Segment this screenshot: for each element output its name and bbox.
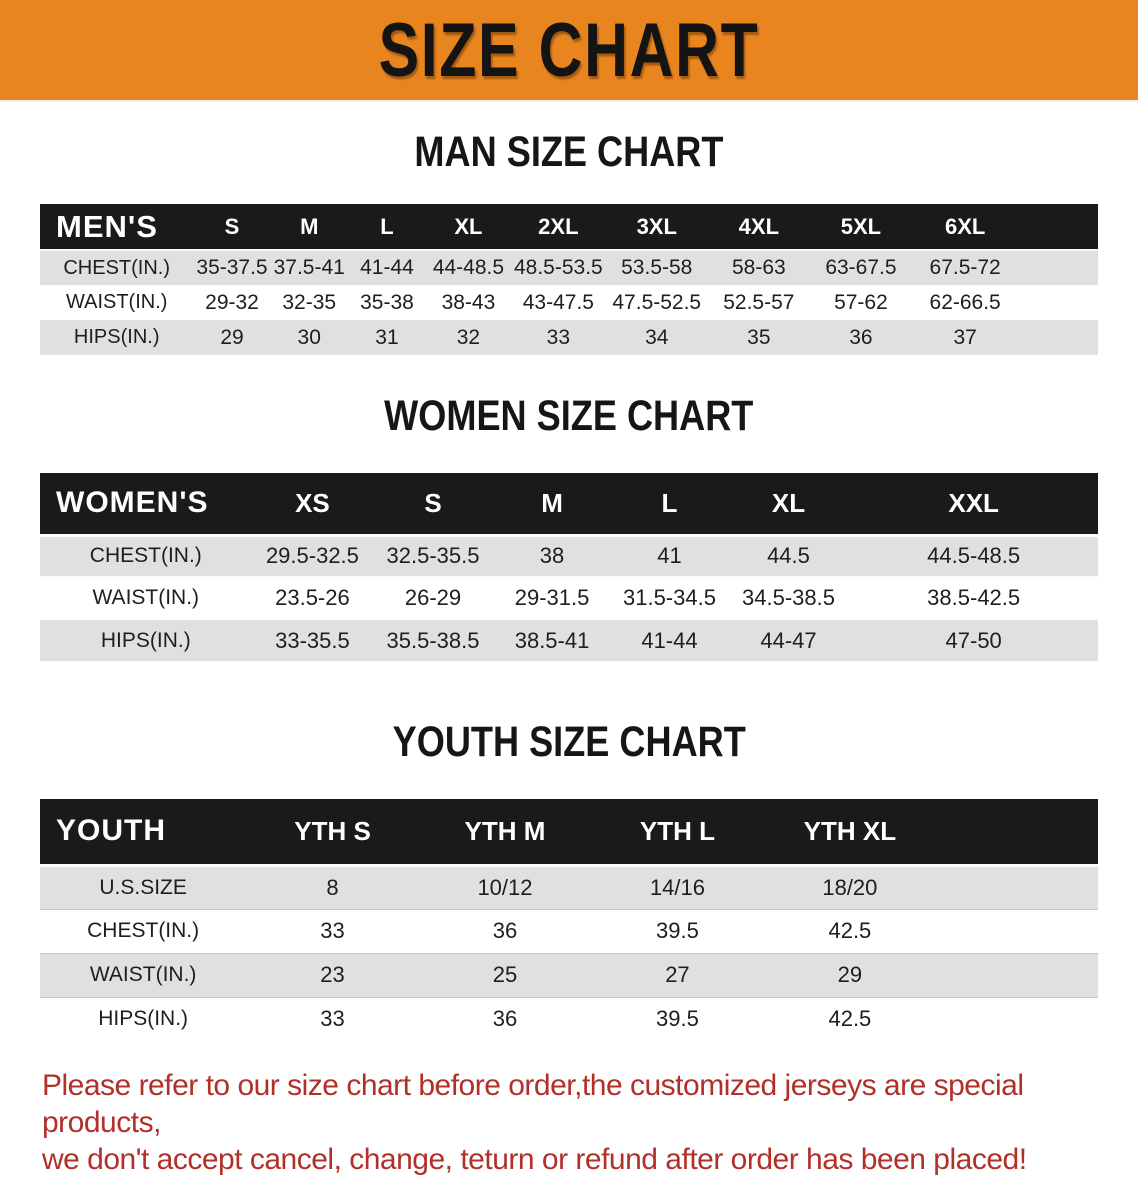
size-value-cell: 44.5 xyxy=(767,543,810,569)
womens-size-table xyxy=(40,473,1098,661)
size-value-cell: 33 xyxy=(320,1006,345,1032)
size-value-cell: 38.5-41 xyxy=(514,627,590,653)
size-value-cell: 44-47 xyxy=(760,627,817,653)
size-column-header: S xyxy=(224,213,240,239)
table-row xyxy=(40,320,1098,355)
size-value-cell: 14/16 xyxy=(649,874,705,900)
table-row xyxy=(40,909,1098,953)
size-value-cell: 33 xyxy=(320,918,345,943)
size-column-header: XL xyxy=(771,487,806,518)
size-column-header: XS xyxy=(295,487,330,518)
size-value-cell: 63-67.5 xyxy=(825,256,897,279)
size-column-header: YTH XL xyxy=(803,815,897,846)
size-value-cell: 67.5-72 xyxy=(929,256,1001,279)
order-policy-notice xyxy=(42,1067,1118,1178)
measurement-label: CHEST(IN.) xyxy=(87,919,200,942)
notice-line-2: we don't accept cancel, change, teturn or refund after order has been placed! xyxy=(42,1143,1027,1176)
size-value-cell: 10/12 xyxy=(477,874,533,900)
size-value-cell: 57-62 xyxy=(834,290,888,314)
size-value-cell: 39.5 xyxy=(656,1006,699,1032)
size-value-cell: 33 xyxy=(546,325,571,349)
size-value-cell: 32.5-35.5 xyxy=(386,543,480,569)
size-column-header: 6XL xyxy=(944,213,986,239)
size-value-cell: 35.5-38.5 xyxy=(386,627,480,653)
size-column-header: M xyxy=(300,213,319,239)
measurement-label: HIPS(IN.) xyxy=(98,1007,189,1031)
size-value-cell: 33-35.5 xyxy=(275,627,350,653)
size-column-header: M xyxy=(541,487,563,518)
table-row xyxy=(40,997,1098,1041)
mens-size-table xyxy=(40,204,1098,355)
youth-group-label: YOUTH xyxy=(56,814,166,848)
size-value-cell: 42.5 xyxy=(828,1006,872,1032)
banner-title: SIZE CHART xyxy=(378,7,760,93)
size-value-cell: 29-31.5 xyxy=(514,585,590,610)
size-column-header: YTH L xyxy=(639,815,715,846)
notice-line-1: Please refer to our size chart before order,the customized jerseys are special products, xyxy=(42,1069,1024,1139)
cell-spacer xyxy=(1019,250,1098,285)
table-row xyxy=(40,250,1098,285)
size-column-header: 2XL xyxy=(538,213,579,239)
size-value-cell: 29 xyxy=(837,962,863,987)
size-value-cell: 36 xyxy=(492,918,518,943)
table-row xyxy=(40,619,1098,661)
size-value-cell: 52.5-57 xyxy=(723,290,795,314)
size-value-cell: 37 xyxy=(953,325,977,349)
womens-chart-title: WOMEN SIZE CHART xyxy=(384,392,754,440)
size-value-cell: 32 xyxy=(456,325,481,349)
size-value-cell: 42.5 xyxy=(828,918,872,943)
table-header-row xyxy=(40,204,1098,250)
cell-spacer xyxy=(936,953,1098,997)
size-value-cell: 44-48.5 xyxy=(432,256,505,279)
measurement-label: HIPS(IN.) xyxy=(100,628,191,652)
table-row xyxy=(40,285,1098,320)
size-value-cell: 47.5-52.5 xyxy=(612,290,702,314)
youth-chart-title: YOUTH SIZE CHART xyxy=(392,718,746,766)
size-value-cell: 38.5-42.5 xyxy=(927,585,1021,610)
size-value-cell: 62-66.5 xyxy=(929,290,1001,314)
size-value-cell: 8 xyxy=(326,874,339,900)
size-value-cell: 36 xyxy=(849,325,873,349)
cell-spacer xyxy=(936,909,1098,953)
mens-group-label: MEN'S xyxy=(56,208,158,244)
size-value-cell: 43-47.5 xyxy=(522,290,594,314)
size-column-header: 3XL xyxy=(636,213,677,239)
womens-group-label: WOMEN'S xyxy=(56,486,209,520)
measurement-label: CHEST(IN.) xyxy=(63,256,171,279)
size-column-header: 4XL xyxy=(738,213,780,239)
size-value-cell: 36 xyxy=(492,1006,518,1032)
measurement-label: WAIST(IN.) xyxy=(89,963,197,986)
size-value-cell: 31.5-34.5 xyxy=(622,585,716,610)
table-row xyxy=(40,865,1098,909)
header-spacer xyxy=(1019,204,1098,250)
header-spacer xyxy=(936,799,1098,865)
size-value-cell: 25 xyxy=(492,962,518,987)
size-value-cell: 53.5-58 xyxy=(621,256,693,279)
youth-size-table xyxy=(40,799,1098,1041)
size-column-header: S xyxy=(424,487,442,518)
table-row xyxy=(40,535,1098,577)
size-column-header: L xyxy=(380,213,394,239)
size-value-cell: 41 xyxy=(657,543,682,569)
size-value-cell: 41-44 xyxy=(641,627,698,653)
size-value-cell: 27 xyxy=(665,962,690,987)
size-value-cell: 34 xyxy=(645,325,669,349)
size-value-cell: 29-32 xyxy=(205,290,259,314)
size-value-cell: 23 xyxy=(320,962,345,987)
measurement-label: CHEST(IN.) xyxy=(89,544,202,568)
table-header-row xyxy=(40,799,1098,865)
cell-spacer xyxy=(936,865,1098,909)
size-value-cell: 44.5-48.5 xyxy=(927,543,1021,569)
size-column-header: 5XL xyxy=(840,213,882,239)
measurement-label: U.S.SIZE xyxy=(99,875,187,899)
measurement-label: HIPS(IN.) xyxy=(73,326,160,348)
cell-spacer xyxy=(936,997,1098,1041)
size-value-cell: 34.5-38.5 xyxy=(742,585,835,610)
size-value-cell: 35-38 xyxy=(360,290,414,314)
measurement-label: WAIST(IN.) xyxy=(92,586,200,609)
size-value-cell: 48.5-53.5 xyxy=(513,256,603,279)
size-value-cell: 29 xyxy=(220,325,244,349)
size-column-header: XL xyxy=(454,213,483,239)
size-value-cell: 23.5-26 xyxy=(275,585,350,610)
table-row xyxy=(40,577,1098,619)
table-row xyxy=(40,953,1098,997)
size-value-cell: 58-63 xyxy=(731,256,786,279)
size-value-cell: 30 xyxy=(297,325,321,349)
size-value-cell: 35 xyxy=(747,325,771,349)
cell-spacer xyxy=(1019,320,1098,355)
size-column-header: YTH M xyxy=(464,815,546,846)
size-value-cell: 47-50 xyxy=(945,627,1002,653)
size-column-header: XXL xyxy=(948,487,999,518)
size-value-cell: 35-37.5 xyxy=(196,256,268,279)
size-value-cell: 37.5-41 xyxy=(273,256,345,279)
measurement-label: WAIST(IN.) xyxy=(65,291,168,313)
size-value-cell: 32-35 xyxy=(282,290,337,314)
size-value-cell: 38 xyxy=(539,543,565,569)
size-value-cell: 18/20 xyxy=(822,874,878,900)
cell-spacer xyxy=(1019,285,1098,320)
size-value-cell: 29.5-32.5 xyxy=(265,543,359,569)
size-value-cell: 26-29 xyxy=(404,585,462,610)
size-chart-banner xyxy=(0,0,1138,102)
size-value-cell: 39.5 xyxy=(656,918,699,943)
mens-chart-title: MAN SIZE CHART xyxy=(414,128,724,176)
table-header-row xyxy=(40,473,1098,535)
size-value-cell: 38-43 xyxy=(441,290,496,314)
size-value-cell: 31 xyxy=(375,325,399,349)
size-value-cell: 41-44 xyxy=(360,256,414,279)
size-column-header: YTH S xyxy=(294,815,371,846)
size-column-header: L xyxy=(661,487,678,518)
